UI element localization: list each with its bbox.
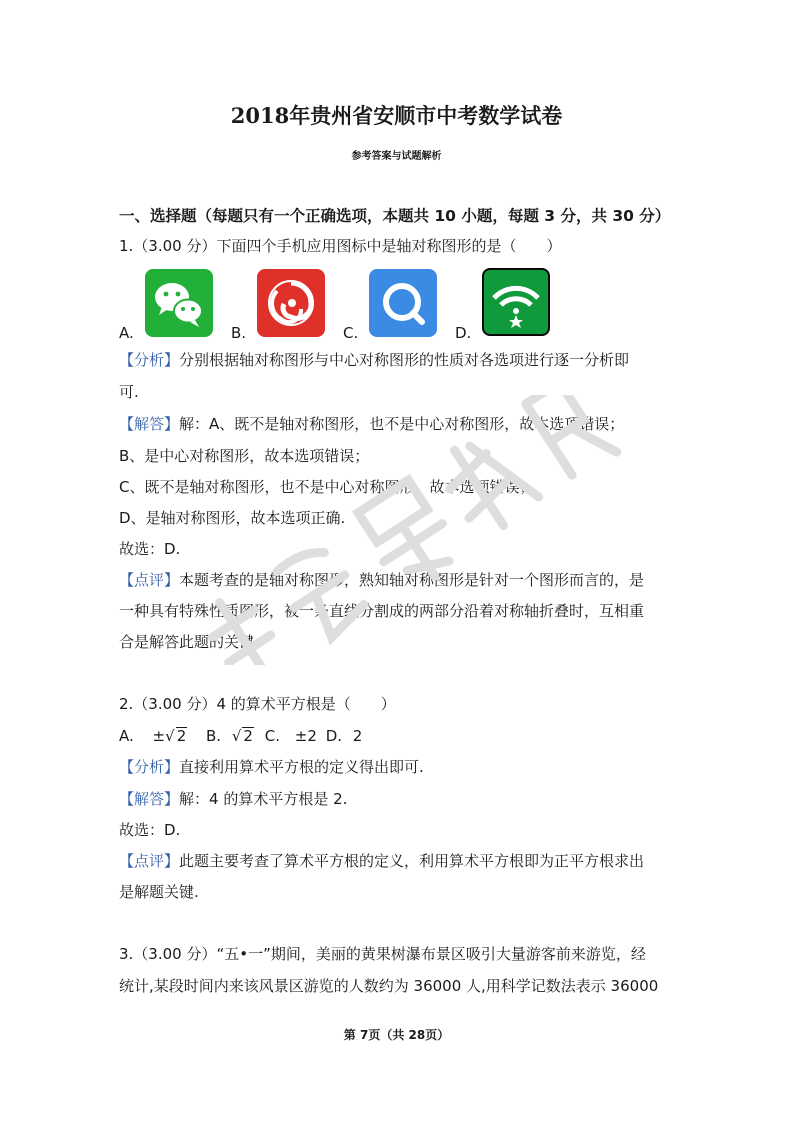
section-heading: 一、选择题（每题只有一个正确选项，本题共 10 小题，每题 3 分，共 30 分）: [119, 207, 671, 225]
q1-analysis-text: 分别根据轴对称图形与中心对称图形的性质对各选项进行逐一分析即: [179, 351, 630, 369]
q2-option-c-label: C.: [264, 727, 280, 745]
q2-answer: [119, 789, 347, 809]
radicand: 2: [176, 727, 187, 745]
q1-answer-line-1: [119, 414, 624, 434]
q1-comment-line-3: 合是解答此题的关键.: [119, 633, 259, 651]
wifi-person-icon: [482, 268, 550, 336]
question-1-stem: 1.（3.00 分）下面四个手机应用图标中是轴对称图形的是（ ）: [119, 237, 562, 255]
page-number: 第 7页（共 28页）: [343, 1028, 450, 1042]
q2-choice: 故选：D.: [119, 821, 181, 839]
q1-answer-line-2: B、是中心对称图形，故本选项错误；: [119, 447, 370, 465]
answer-tag: 【解答】: [119, 790, 180, 808]
q2-analysis: [119, 757, 424, 777]
q1-choice: 故选：D.: [119, 540, 181, 558]
q2-option-b-label: B.: [206, 727, 222, 745]
analysis-tag: 【分析】: [119, 351, 180, 369]
q2-analysis-text: 直接利用算术平方根的定义得出即可.: [179, 758, 424, 776]
q1-comment-line-2: 一种具有特殊性质图形，被一条直线分割成的两部分沿着对称轴折叠时，互相重: [119, 602, 645, 620]
question-3-stem-line-2: 统计,某段时间内来该风景区游览的人数约为 36000 人,用科学记数法表示 36000: [119, 977, 659, 995]
q2-comment-text: 此题主要考查了算术平方根的定义，利用算术平方根即为正平方根求出: [179, 852, 645, 870]
page-subtitle: 参考答案与试题解析: [351, 151, 442, 162]
question-2-stem: 2.（3.00 分）4 的算术平方根是（ ）: [119, 695, 396, 713]
magnifier-q-icon: [369, 269, 437, 337]
q2-answer-text: 解：4 的算术平方根是 2.: [179, 790, 348, 808]
q1-analysis-line-1: [119, 350, 629, 370]
q2-option-d-label: D.: [325, 727, 343, 745]
q1-answer-text: 解：A、既不是轴对称图形，也不是中心对称图形，故本选项错误；: [179, 415, 625, 433]
analysis-tag: 【分析】: [119, 758, 180, 776]
comment-tag: 【点评】: [119, 571, 180, 589]
comment-tag: 【点评】: [119, 852, 180, 870]
q1-answer-line-3: C、既不是轴对称图形，也不是中心对称图形，故本选项错误；: [119, 478, 535, 496]
q2-option-c-value: ±2: [294, 727, 317, 745]
option-d-label: D.: [455, 324, 472, 342]
plus-minus-sign: ±: [152, 727, 166, 745]
page-title: 2018年贵州省安顺市中考数学试卷: [230, 103, 563, 128]
spiral-swirl-icon: [257, 269, 325, 337]
sqrt-sign: √: [165, 727, 175, 745]
option-b-label: B.: [231, 324, 247, 342]
q2-options: [119, 726, 362, 746]
question-3-stem-line-1: 3.（3.00 分）“五•一”期间，美丽的黄果树瀑布景区吸引大量游客前来游览，经: [119, 945, 646, 963]
option-a-label: A.: [119, 324, 134, 342]
q2-comment-line-1: [119, 851, 644, 871]
wechat-icon: [145, 269, 213, 337]
option-c-label: C.: [343, 324, 359, 342]
q1-comment-line-1: [119, 570, 644, 590]
q2-option-d-value: 2: [352, 727, 363, 745]
q2-option-a-label: A.: [119, 727, 134, 745]
q1-comment-text: 本题考查的是轴对称图形，熟知轴对称图形是针对一个图形而言的，是: [179, 571, 645, 589]
answer-tag: 【解答】: [119, 415, 180, 433]
watermark: [145, 395, 665, 665]
q1-answer-line-4: D、是轴对称图形，故本选项正确.: [119, 509, 346, 527]
q1-analysis-line-2: 可.: [119, 383, 139, 401]
sqrt-sign: √: [231, 727, 242, 745]
radicand: 2: [243, 727, 253, 745]
q2-comment-line-2: 是解题关键.: [119, 883, 199, 901]
